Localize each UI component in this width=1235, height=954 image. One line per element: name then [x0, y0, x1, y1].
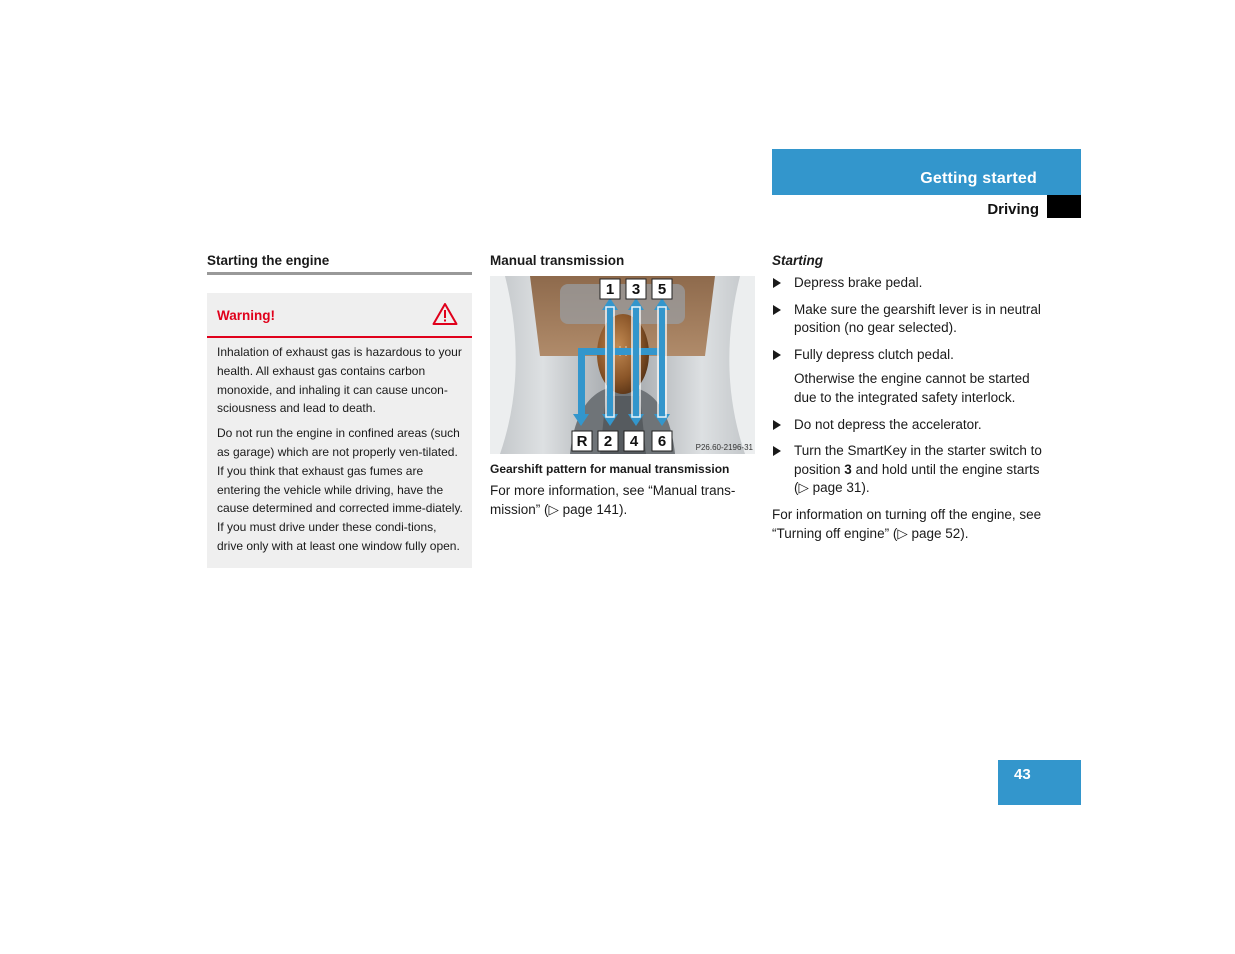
- step-text: Turn the SmartKey in the starter switch to position: [794, 443, 1042, 477]
- footer-text: For information on turning off the engine, see “Turning off engine” (▷ page 52).: [772, 506, 1042, 541]
- chapter-header: [772, 149, 1081, 195]
- gear-label: R: [576, 433, 588, 450]
- bullet-arrow-icon: [773, 305, 781, 315]
- page-number: 43: [1014, 766, 1031, 783]
- list-item: [772, 346, 1042, 365]
- step-list: [772, 274, 1042, 498]
- section-title: Starting: [772, 253, 824, 268]
- column-starting-engine: [207, 253, 472, 568]
- warning-paragraph: Inhalation of exhaust gas is hazardous to your health. All exhaust gas contains carbon monoxide, and inhaling it can cause uncon-sciousness and lead to death.: [217, 345, 462, 416]
- gear-labels-top: [600, 279, 672, 299]
- subsection-header: [772, 195, 1081, 218]
- list-item: [772, 416, 1042, 435]
- figure-caption: Gearshift pattern for manual transmission: [490, 462, 730, 476]
- gear-label: 4: [629, 433, 639, 450]
- gearshift-figure: [490, 276, 755, 454]
- position-number: 3: [844, 461, 852, 477]
- bullet-arrow-icon: [773, 350, 781, 360]
- list-item: [772, 442, 1042, 498]
- step-text: Fully depress clutch pedal.: [794, 346, 954, 362]
- warning-triangle-icon: [432, 302, 458, 331]
- step-text: Depress brake pedal.: [794, 275, 923, 290]
- warning-header: [207, 293, 472, 338]
- bullet-arrow-icon: [773, 278, 781, 288]
- column-manual-transmission: [490, 253, 755, 519]
- step-text: and hold until the engine starts (▷ page 31).: [794, 461, 1040, 496]
- gear-label: 3: [631, 281, 641, 298]
- warning-label: Warning!: [217, 308, 275, 323]
- warning-paragraph: Do not run the engine in confined areas (such as garage) which are not properly ven-tilated. If you think that exhaust gas fumes are entering the vehicle while driving, have the cause determined and corrected imme-diately. If you must drive under these condi-tions, drive only with at least one window fully open.: [217, 426, 463, 553]
- section-title: Starting the engine: [207, 253, 472, 275]
- subsection-title: Driving: [987, 201, 1039, 218]
- warning-body: [207, 338, 472, 568]
- chapter-title: Getting started: [920, 170, 1037, 187]
- list-item: [772, 274, 1042, 293]
- column-starting: [772, 253, 1042, 543]
- bullet-arrow-icon: [773, 420, 781, 430]
- bullet-arrow-icon: [773, 446, 781, 456]
- gear-label: 6: [657, 433, 667, 450]
- list-item: [772, 301, 1042, 338]
- step-text: Make sure the gearshift lever is in neutral position (no gear selected).: [794, 301, 1041, 336]
- figure-code: P26.60-2196-31: [695, 443, 753, 452]
- section-title: Manual transmission: [490, 253, 625, 268]
- warning-box: [207, 293, 472, 568]
- gear-label: 1: [605, 281, 615, 298]
- thumb-tab-marker: [1047, 195, 1081, 218]
- step-note: Otherwise the engine cannot be started due to the integrated safety interlock.: [794, 371, 1030, 405]
- step-text: Do not depress the accelerator.: [794, 416, 982, 432]
- more-info-text: For more information, see “Manual trans-mission” (▷ page 141).: [490, 483, 736, 517]
- gearshift-illustration: [490, 276, 755, 454]
- gear-label: 5: [657, 281, 667, 298]
- page-number-box: [998, 760, 1081, 805]
- gear-label: 2: [603, 433, 613, 450]
